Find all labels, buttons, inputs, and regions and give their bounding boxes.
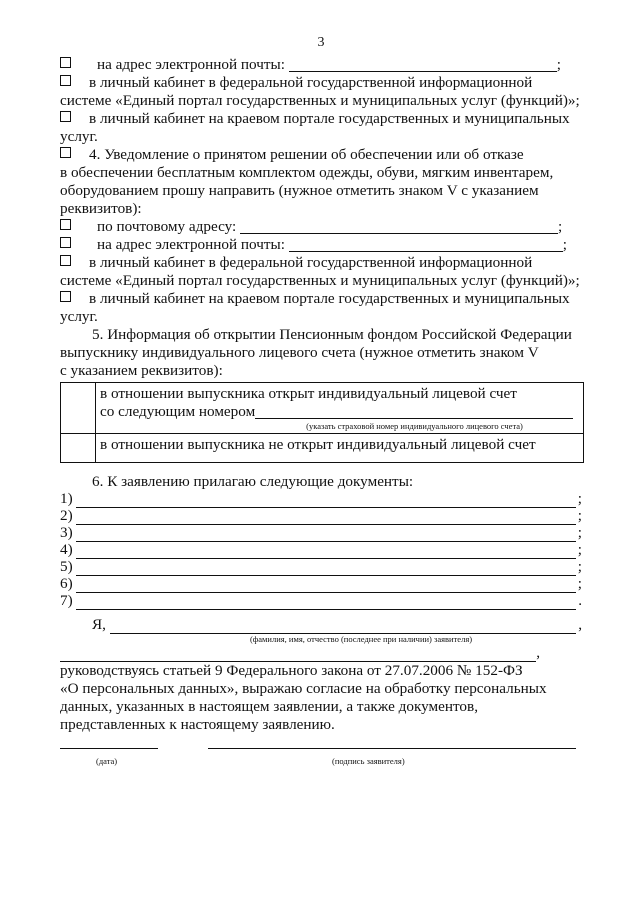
pension-account-table [60, 382, 584, 463]
section4-line2 [60, 164, 582, 182]
document-field[interactable] [76, 579, 576, 593]
section5-text: 5. Информация об открытии Пенсионным фондом Российской Федерации [92, 326, 572, 343]
option-label: в личный кабинет на краевом портале государственных и муниципальных [89, 290, 570, 307]
consent-line2 [60, 680, 582, 698]
row-text: в отношении выпускника открыт индивидуальный лицевой счет [100, 385, 517, 402]
option-label: в личный кабинет в федеральной государственной информационной [89, 254, 533, 271]
document-field[interactable] [76, 528, 576, 542]
document-field[interactable] [76, 596, 576, 610]
snils-field[interactable] [255, 404, 573, 419]
full-name-field[interactable] [110, 619, 576, 634]
document-item [60, 542, 582, 559]
date-field[interactable] [60, 748, 158, 749]
checkbox[interactable] [60, 57, 71, 68]
option-postal [60, 218, 582, 236]
option-regional-portal [60, 110, 582, 128]
document-field[interactable] [76, 562, 576, 576]
document-item [60, 525, 582, 542]
punct: ; [558, 218, 563, 235]
document-item [60, 576, 582, 593]
checkbox[interactable] [60, 111, 71, 122]
punct: ; [577, 558, 582, 575]
option-label: в личный кабинет в федеральной государственной информационной [89, 74, 533, 91]
section5-text: выпускнику индивидуального лицевого счета (нужное отметить знаком V [60, 344, 539, 361]
consent-text: руководствуясь статьей 9 Федерального закона от 27.07.2006 № 152-ФЗ [60, 662, 523, 679]
full-name-field-cont[interactable] [60, 647, 536, 662]
section5-line3: с указанием реквизитов): [60, 362, 223, 379]
punct: . [578, 592, 582, 609]
section4-text: 4. Уведомление о принятом решении об обеспечении или об отказе [89, 146, 524, 163]
option-label-cont: услуг. [60, 308, 98, 325]
mark-cell[interactable] [61, 434, 96, 463]
section4-text: оборудованием прошу направить (нужное отметить знаком V с указанием [60, 182, 539, 199]
ya-label: Я, [92, 616, 106, 633]
document-number: 4) [60, 541, 73, 558]
punct: ; [577, 541, 582, 558]
date-caption: (дата) [96, 756, 118, 766]
option-email-2 [60, 236, 582, 254]
punct: ; [577, 507, 582, 524]
option-label-cont: системе «Единый портал государственных и муниципальных услуг (функций)»; [60, 92, 580, 109]
checkbox[interactable] [60, 255, 71, 266]
document-item [60, 508, 582, 525]
table-row [61, 383, 584, 434]
option-regional-portal-2 [60, 290, 582, 308]
document-number: 7) [60, 592, 73, 609]
email-field[interactable] [289, 57, 557, 72]
document-number: 5) [60, 558, 73, 575]
punct: , [578, 616, 582, 633]
full-name-caption: (фамилия, имя, отчество (последнее при наличии) заявителя) [249, 634, 473, 644]
option-label: по почтовому адресу: [97, 218, 237, 235]
document-field[interactable] [76, 511, 576, 525]
option-federal-portal [60, 74, 582, 92]
documents-list [60, 491, 582, 610]
checkbox[interactable] [60, 75, 71, 86]
document-field[interactable] [76, 494, 576, 508]
section4-text: в обеспечении бесплатным комплектом одежды, обуви, мягким инвентарем, [60, 164, 554, 181]
punct: ; [556, 56, 561, 73]
signature-row [60, 742, 582, 772]
consent-line4: представленных к настоящему заявлению. [60, 716, 335, 733]
mark-cell[interactable] [61, 383, 96, 434]
section5-line1 [60, 326, 582, 344]
account-opened-cell [96, 383, 584, 434]
document-item [60, 593, 582, 610]
signature-field[interactable] [208, 748, 576, 749]
section6-title: 6. К заявлению прилагаю следующие документы: [92, 473, 414, 490]
document-field[interactable] [76, 545, 576, 559]
punct: ; [577, 524, 582, 541]
section4-line4: реквизитов): [60, 200, 142, 217]
punct: ; [562, 236, 567, 253]
postal-address-field[interactable] [240, 219, 558, 234]
punct: ; [577, 490, 582, 507]
option-label-cont: услуг. [60, 128, 98, 145]
option-label: на адрес электронной почты: [97, 56, 285, 73]
document-number: 6) [60, 575, 73, 592]
signature-caption: (подпись заявителя) [332, 756, 405, 766]
name-continuation-row [60, 644, 540, 662]
document-number: 1) [60, 490, 73, 507]
consent-text: «О персональных данных», выражаю согласие на обработку персональных [60, 680, 547, 697]
consent-text: данных, указанных в настоящем заявлении, а также документов, [60, 698, 478, 715]
checkbox[interactable] [60, 291, 71, 302]
section4-line1 [60, 146, 582, 164]
section5-line2 [60, 344, 582, 362]
row-text: в отношении выпускника не открыт индивидуальный лицевой счет [100, 436, 536, 453]
checkbox[interactable] [60, 237, 71, 248]
page-number: 3 [317, 35, 325, 50]
checkbox[interactable] [60, 147, 71, 158]
consent-ya-row [60, 616, 582, 634]
row-text: со следующим номером [100, 403, 256, 420]
option-label: на адрес электронной почты: [97, 236, 285, 253]
document-item [60, 559, 582, 576]
punct: , [536, 644, 540, 661]
consent-line3 [60, 698, 582, 716]
option-email [60, 56, 582, 74]
section4-line3 [60, 182, 582, 200]
option-label: в личный кабинет на краевом портале государственных и муниципальных [89, 110, 570, 127]
document-number: 3) [60, 524, 73, 541]
snils-caption: (указать страховой номер индивидуального лицевого счета) [306, 421, 523, 431]
email-field[interactable] [289, 237, 563, 252]
consent-line1 [60, 662, 582, 680]
punct: ; [577, 575, 582, 592]
document-number: 2) [60, 507, 73, 524]
table-row [61, 434, 584, 463]
option-label-cont: системе «Единый портал государственных и муниципальных услуг (функций)»; [60, 272, 580, 289]
account-not-opened-cell [96, 434, 584, 463]
document-item [60, 491, 582, 508]
option-federal-portal-2 [60, 254, 582, 272]
checkbox[interactable] [60, 219, 71, 230]
